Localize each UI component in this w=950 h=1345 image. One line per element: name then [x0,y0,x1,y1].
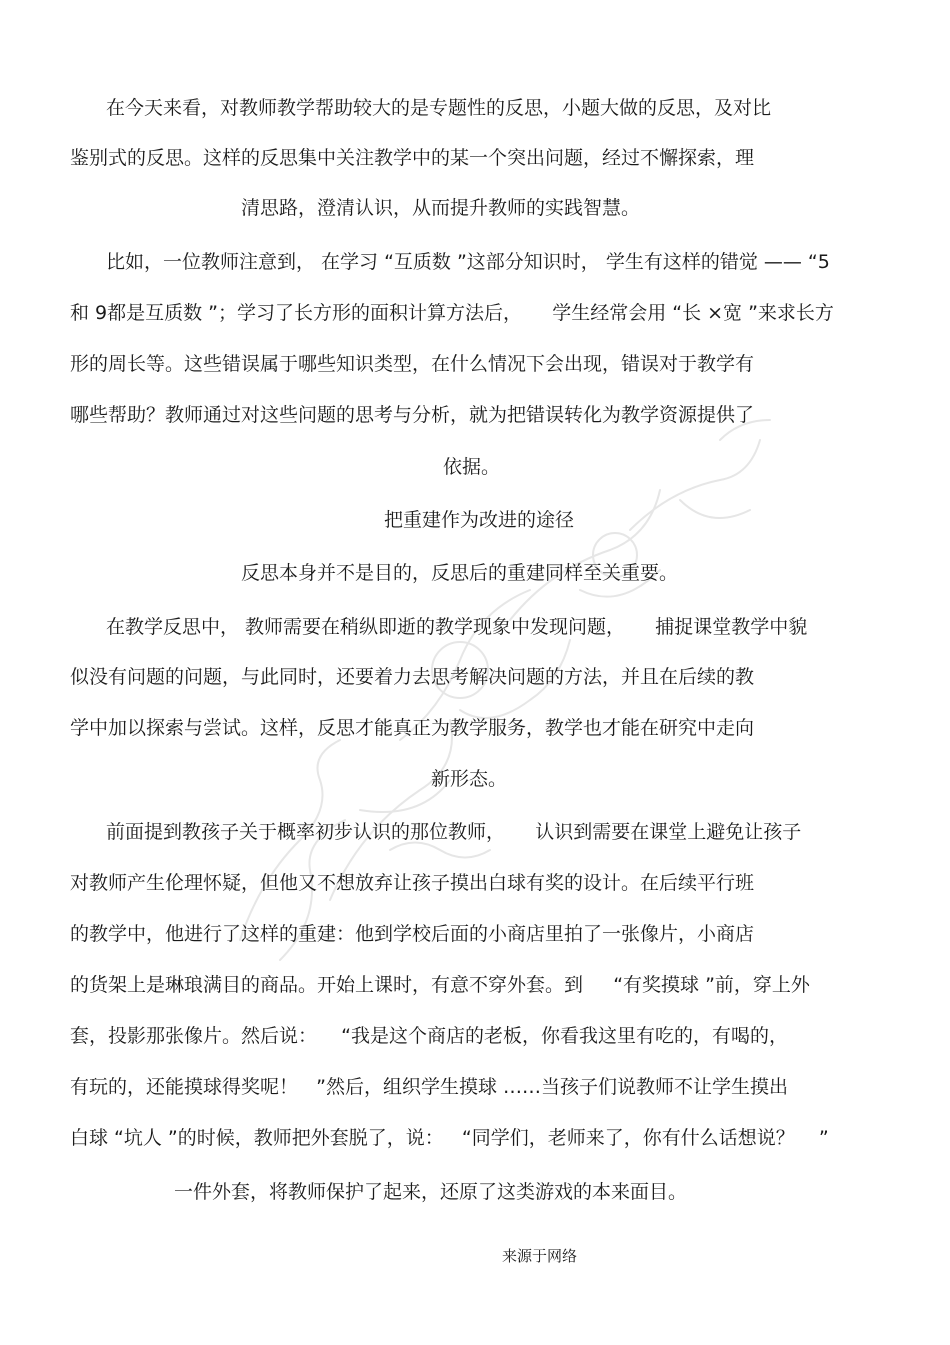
paragraph-line: 形的周长等。这些错误属于哪些知识类型，在什么情况下会出现，错误对于教学有 [70,353,755,375]
paragraph-line: 一件外套，将教师保护了起来，还原了这类游戏的本来面目。 [174,1181,688,1203]
footer-source: 来源于网络 [502,1247,578,1265]
paragraph-line: 在今天来看，对教师教学帮助较大的是专题性的反思，小题大做的反思，及对比 [106,97,772,119]
paragraph-line: 哪些帮助？教师通过对这些问题的思考与分析，就为把错误转化为教学资源提供了 [70,404,755,426]
paragraph-line: 鉴别式的反思。这样的反思集中关注教学中的某一个突出问题，经过不懈探索，理 [70,147,755,169]
paragraph-line: 白球 “坑人 ”的时候，教师把外套脱了，说： “同学们，老师来了，你有什么话想说？ ” [70,1127,829,1149]
paragraph-line: 在教学反思中， 教师需要在稍纵即逝的教学现象中发现问题， 捕捉课堂教学中貌 [106,616,808,638]
paragraph-line: 清思路，澄清认识，从而提升教师的实践智慧。 [241,197,641,219]
paragraph-line: 比如，一位教师注意到， 在学习 “互质数 ”这部分知识时， 学生有这样的错觉 —— “5 [106,251,830,273]
paragraph-line: 似没有问题的问题，与此同时，还要着力去思考解决问题的方法，并且在后续的教 [70,666,755,688]
section-heading: 把重建作为改进的途径 [384,509,575,531]
paragraph-line: 的教学中，他进行了这样的重建：他到学校后面的小商店里拍了一张像片，小商店 [70,923,755,945]
paragraph-line: 对教师产生伦理怀疑，但他又不想放弃让孩子摸出白球有奖的设计。在后续平行班 [70,872,755,894]
paragraph-line: 套，投影那张像片。然后说： “我是这个商店的老板，你看我这里有吃的，有喝的， [70,1025,789,1047]
paragraph-line: 依据。 [443,456,501,478]
paragraph-line: 新形态。 [431,768,508,790]
paragraph-line: 前面提到教孩子关于概率初步认识的那位教师， 认识到需要在课堂上避免让孩子 [106,821,802,843]
paragraph-line: 学中加以探索与尝试。这样，反思才能真正为教学服务，教学也才能在研究中走向 [70,717,755,739]
paragraph-line: 和 9都是互质数 ”；学习了长方形的面积计算方法后， 学生经常会用 “长 ×宽 ”来求长方 [70,302,834,324]
paragraph-line: 反思本身并不是目的，反思后的重建同样至关重要。 [241,562,679,584]
paragraph-line: 有玩的，还能摸球得奖呢！ ”然后，组织学生摸球 ……当孩子们说教师不让学生摸出 [70,1076,789,1098]
paragraph-line: 的货架上是琳琅满目的商品。开始上课时，有意不穿外套。到 “有奖摸球 ”前，穿上外 [70,974,810,996]
